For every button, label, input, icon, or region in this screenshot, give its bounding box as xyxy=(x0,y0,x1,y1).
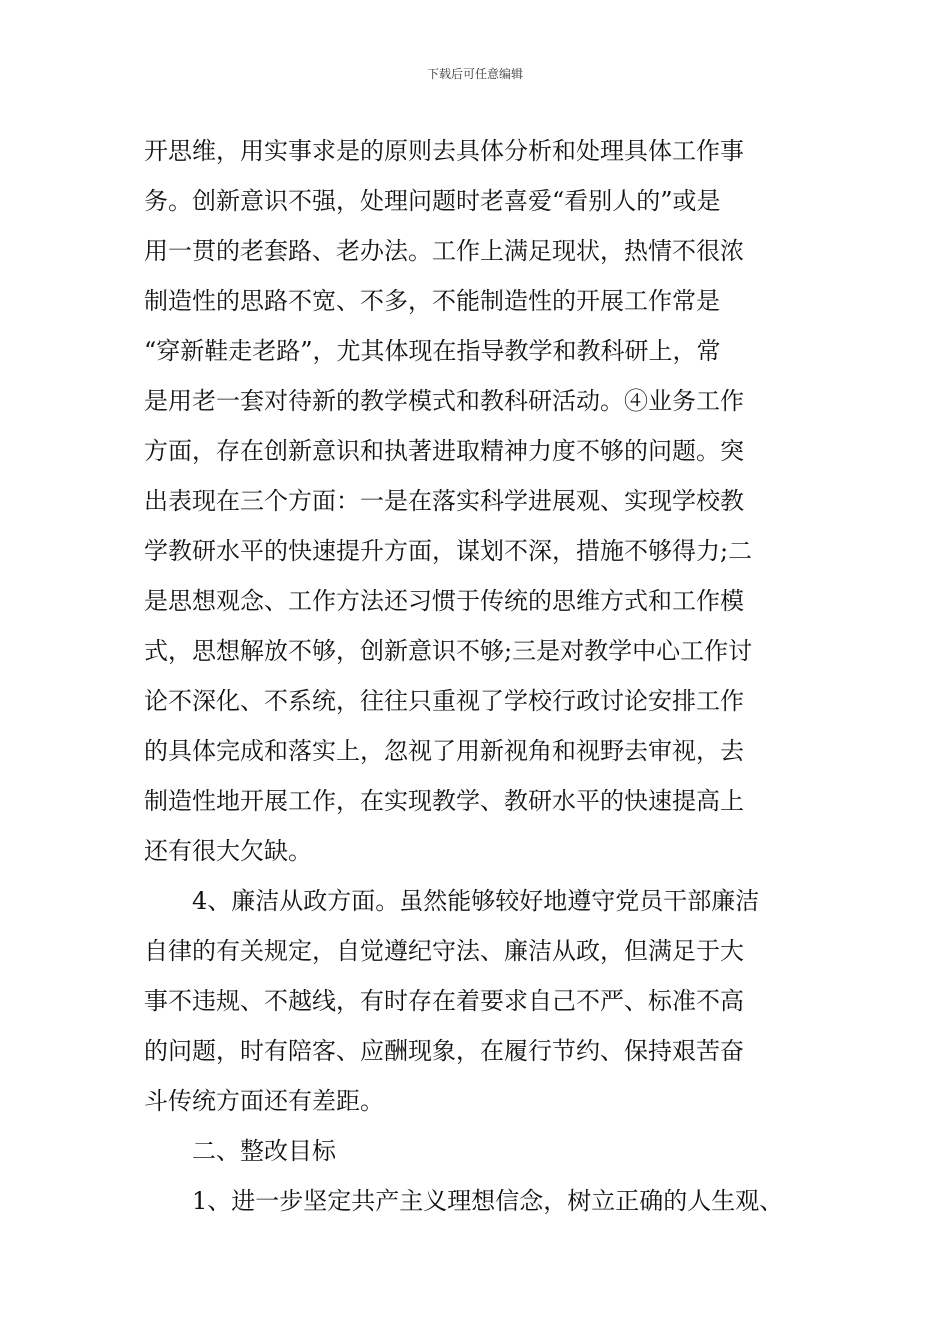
text-line: 是用老一套对待新的教学模式和教科研活动。④业务工作 xyxy=(144,387,744,415)
text-line: 的问题，时有陪客、应酬现象，在履行节约、保持艰苦奋 xyxy=(144,1037,744,1065)
text-line: 制造性的思路不宽、不多，不能制造性的开展工作常是 xyxy=(144,287,720,315)
text-line: 学教研水平的快速提升方面，谋划不深，措施不够得力;二 xyxy=(144,537,753,565)
page-header: 下载后可任意编辑 xyxy=(426,67,523,81)
text-line: 论不深化、不系统，往往只重视了学校行政讨论安排工作 xyxy=(144,687,744,715)
text-line: 式，思想解放不够，创新意识不够;三是对教学中心工作讨 xyxy=(144,637,753,665)
text-line: 用一贯的老套路、老办法。工作上满足现状，热情不很浓 xyxy=(144,237,744,265)
paragraph-start-line: 4、廉洁从政方面。虽然能够较好地遵守党员干部廉洁 xyxy=(192,887,760,915)
text-line: 的具体完成和落实上，忽视了用新视角和视野去审视，去 xyxy=(144,737,744,765)
text-line: 制造性地开展工作，在实现教学、教研水平的快速提高上 xyxy=(144,787,744,815)
text-line: 斗传统方面还有差距。 xyxy=(144,1087,384,1115)
section-heading: 二、整改目标 xyxy=(192,1137,336,1165)
text-line: 务。创新意识不强，处理问题时老喜爱“看别人的”或是 xyxy=(144,187,721,215)
text-line: 还有很大欠缺。 xyxy=(144,837,312,865)
text-line: “穿新鞋走老路”，尤其体现在指导教学和教科研上，常 xyxy=(144,337,721,365)
text-line: 开思维，用实事求是的原则去具体分析和处理具体工作事 xyxy=(144,137,744,165)
text-line: 方面，存在创新意识和执著进取精神力度不够的问题。突 xyxy=(144,437,744,465)
text-line: 事不违规、不越线，有时存在着要求自己不严、标准不高 xyxy=(144,987,744,1015)
text-line: 是思想观念、工作方法还习惯于传统的思维方式和工作模 xyxy=(144,587,744,615)
document-body xyxy=(144,126,834,1226)
text-line: 出表现在三个方面：一是在落实科学进展观、实现学校教 xyxy=(144,487,744,515)
paragraph-start-line: 1、进一步坚定共产主义理想信念，树立正确的人生观、 xyxy=(192,1187,784,1215)
text-line: 自律的有关规定，自觉遵纪守法、廉洁从政，但满足于大 xyxy=(144,937,744,965)
